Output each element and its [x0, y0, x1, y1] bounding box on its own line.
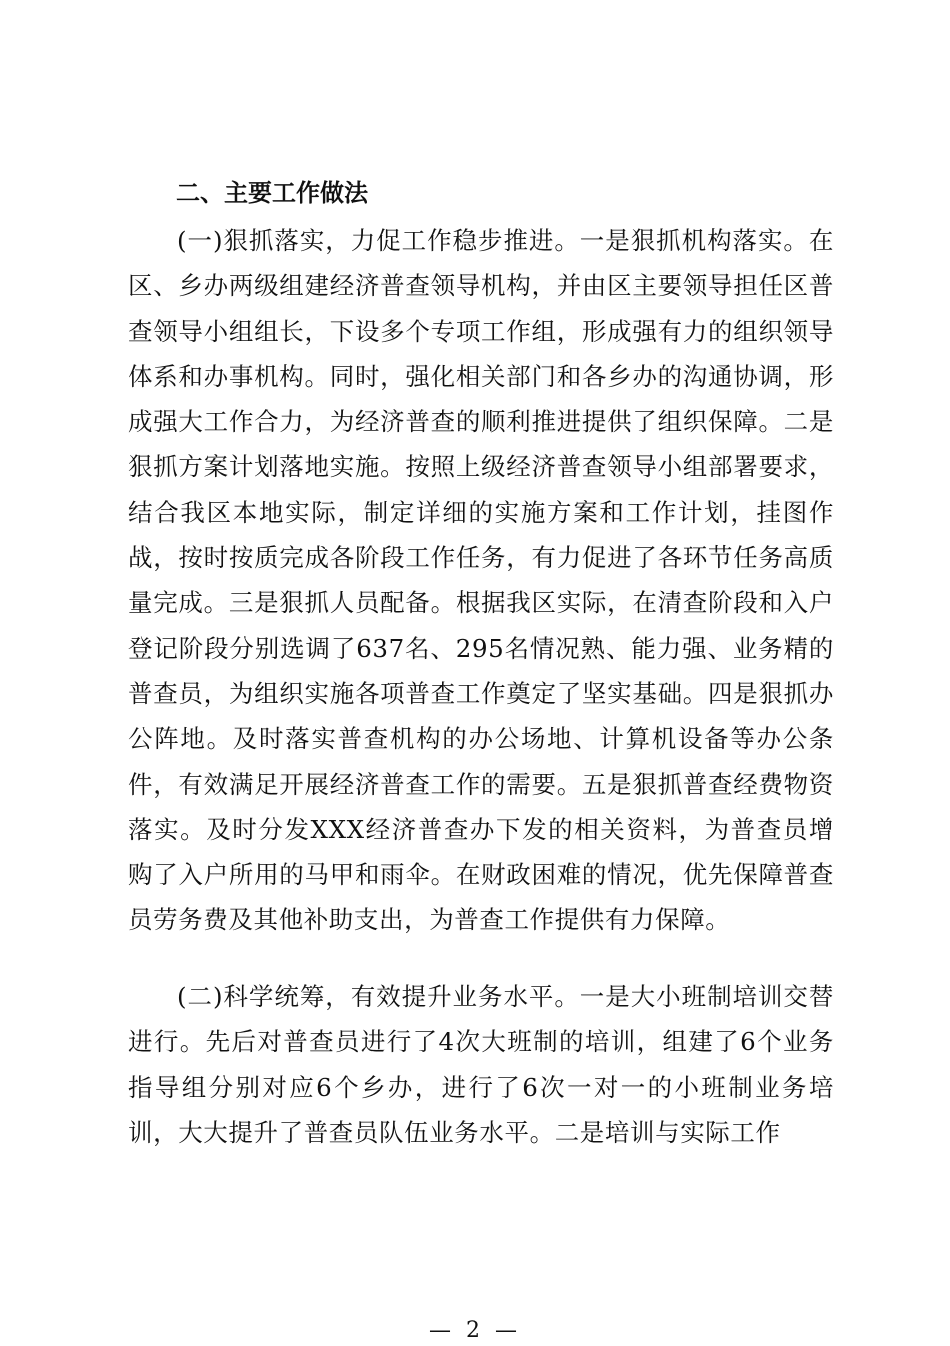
page-number: — 2 —: [429, 1318, 521, 1343]
paragraph-2: (二)科学统筹，有效提升业务水平。一是大小班制培训交替进行。先后对普查员进行了4次大班制的培训，组建了6个业务指导组分别对应6个乡办，进行了6次一对一的小班制业务培训，大大提升了普查员队伍业务水平。二是培训与实际工作: [128, 982, 834, 1147]
paragraph-1: (一)狠抓落实，力促工作稳步推进。一是狠抓机构落实。在区、乡办两级组建经济普查领导机构，并由区主要领导担任区普查领导小组组长，下设多个专项工作组，形成强有力的组织领导体系和办事机构。同时，强化相关部门和各乡办的沟通协调，形成强大工作合力，为经济普查的顺利推进提供了组织保障。二是狠抓方案计划落地实施。按照上级经济普查领导小组部署要求，结合我区本地实际，制定详细的实施方案和工作计划，挂图作战，按时按质完成各阶段工作任务，有力促进了各环节任务高质量完成。三是狠抓人员配备。根据我区实际，在清查阶段和入户登记阶段分别选调了637名、295名情况熟、能力强、业务精的普查员，为组织实施各项普查工作奠定了坚实基础。四是狠抓办公阵地。及时落实普查机构的办公场地、计算机设备等办公条件，有效满足开展经济普查工作的需要。五是狠抓普查经费物资落实。及时分发XXX经济普查办下发的相关资料，为普查员增购了入户所用的马甲和雨伞。在财政困难的情况，优先保障普查员劳务费及其他补助支出，为普查工作提供有力保障。: [128, 226, 834, 935]
section-heading: 二、主要工作做法: [176, 179, 368, 207]
